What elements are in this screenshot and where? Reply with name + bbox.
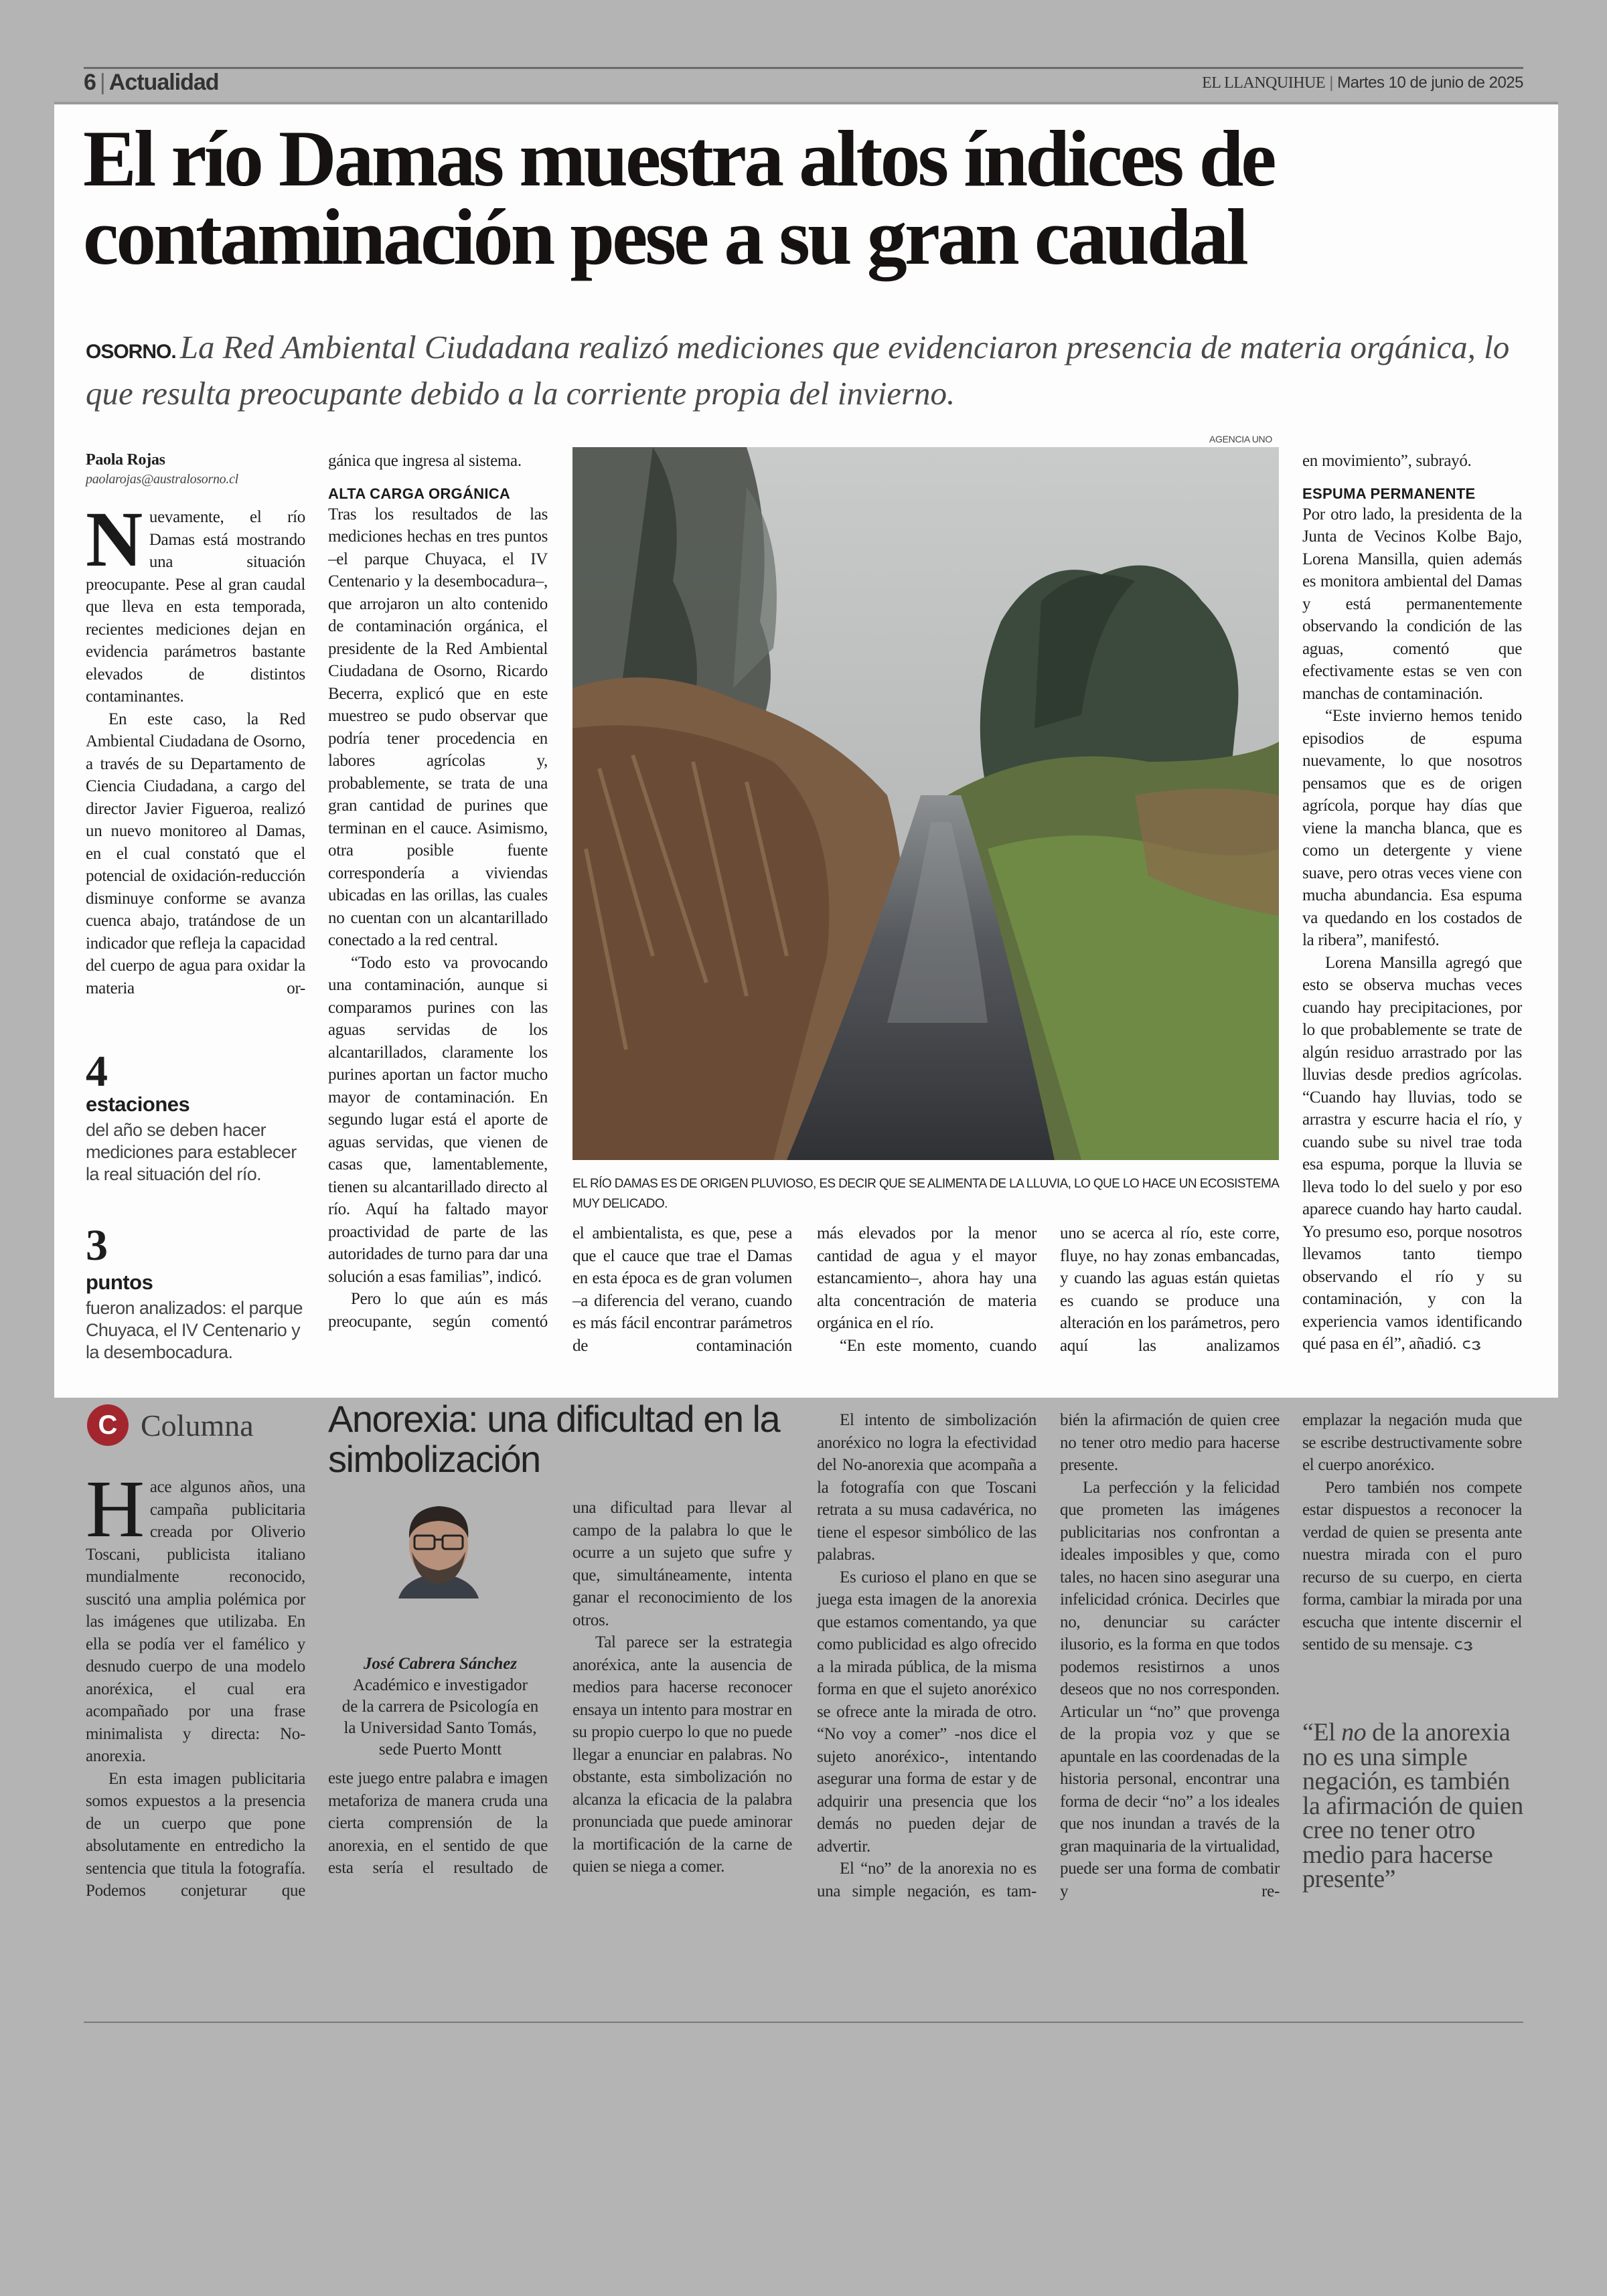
paragraph: El intento de simbolización anoréxico no logra la efectividad del No-anorexia que acompaña a la fotografía con que Toscani retrata a su musa cadavérica, no tiene el espesor simbólico de las palabras. [817, 1411, 1037, 1564]
paragraph: Pero lo que aún es más preocupante, según comentó [328, 1290, 548, 1331]
paragraph [86, 495, 305, 708]
end-mark-icon [1462, 1339, 1482, 1351]
river-photo [572, 447, 1279, 1160]
deck-place: OSORNO. [86, 341, 176, 363]
pull-quote-emphasis: no [1341, 1718, 1367, 1746]
headline-line-2: contaminación pese a su gran caudal [83, 192, 1246, 281]
paragraph: En este caso, la Red Ambiental Ciudadana de Osorno, a través de su Departamento de Ciencia Ciudadana, a cargo del director Javier Figueroa, realizó un nuevo monitoreo al Damas, en el cual constató que el potencial de oxidación-reducción disminuye conforme se avanza cuenca abajo, tratándose de un indicador que refleja la capacidad del cuerpo de agua para oxidar la materia or- [86, 710, 305, 997]
paragraph: El “no” de la anorexia no es una simple negación, es tam- [817, 1860, 1037, 1900]
paragraph-text: uevamente, el río Damas está mostrando una situación preocupante. Pese al gran caudal que lleva en esta temporada, recientes mediciones dejan en evidencia parámetros bastante elevados de distintos contaminantes. [86, 508, 305, 706]
paragraph-text: Lorena Mansilla agregó que esto se observa muchas veces cuando hay precipitaciones, por lo que probablemente se trate de algún residuo arrastrado por las lluvias desde predios agrícolas. “Cuando hay lluvias, todo se arrastra y escurre hacia el río, y cuando sube su nivel trae toda esa espuma, porque la lluvia se lleva todo lo del suelo y por eso aparece cuando hay harto caudal. Yo presumo eso, porque nosotros llevamos tanto tiempo observando el río y su contaminación, y con la experiencia vamos identificando qué pasa en él”, añadió. [1302, 953, 1522, 1353]
drop-cap: N [86, 495, 143, 583]
column-text-5 [1060, 1409, 1280, 1902]
author-role: sede Puerto Montt [378, 1740, 502, 1758]
paragraph: Tras los resultados de las mediciones hechas en tres puntos –el parque Chuyaca, el IV Centenario y la desembocadura–, que arrojaron un alto contenido de contaminación orgánica, el presidente de la Red Ambiental Ciudadana de Osorno, Ricardo Becerra, explicó que en este muestreo se pudo observar que podría tener procedencia en labores agrícolas y, probablemente, se trata de una gran cantidad de purines que terminan en el cauce. Asimismo, otra posible fuente correspondería a viviendas ubicadas en las orillas, las cuales no cuentan con un alcantarillado conectado a la red central. [328, 505, 548, 949]
paragraph [1302, 952, 1522, 1356]
paragraph: “Este invierno hemos tenido episodios de espuma nuevamente, lo que nosotros pensamos que es de origen agrícola, porque hay días que viene la mancha blanca, que es como un detergente y viene suave, pero otras veces viene con mucha abundancia. Esa espuma va quedando en los costados de la ribera”, manifestó. [1302, 707, 1522, 949]
column-text-6 [1302, 1409, 1522, 1656]
section-name: Actualidad [108, 70, 219, 95]
paragraph [1302, 1477, 1522, 1656]
header-rule [84, 67, 1523, 69]
paragraph-text: ace algunos años, una campaña publicitaria creada por Oliverio Toscani, publicista italiano mundialmente reconocido, suscitó una amplia polémica por las imágenes que utilizaba. En ella se podía ver el famélico y desnudo cuerpo de una modelo anoréxica, el cual era acompañado por una frase minimalista y directa: No-anorexia. [86, 1478, 305, 1765]
column-label-text: Columna [141, 1408, 254, 1443]
article-column-4 [817, 1222, 1037, 1357]
pull-quote-text: de la anorexia no es una simple negación, es también la afirmación de quien cree no tener otro medio para hacerse presente” [1302, 1718, 1523, 1893]
paragraph: Por otro lado, la presidenta de la Junta de Vecinos Kolbe Bajo, Lorena Mansilla, quien además es monitora ambiental del Damas y está permanentemente observando la condición de las aguas, comentó que efectivamente estas se ven con manchas de contaminación. [1302, 505, 1522, 703]
author-role: de la carrera de Psicología en [341, 1698, 539, 1716]
paragraph: Es curioso el plano en que se juega esta imagen de la anorexia que estamos comentando, ya que como publicidad es algo ofrecido a la mirada pública, de la misma forma en que el sujeto anoréxico se ofrece ante la mirada de otro. “No voy a comer” -nos dice el sujeto anoréxico-, intentando asegurar una forma de estar y de adquirir una presencia que los demás no pueden dejar de advertir. [817, 1568, 1037, 1856]
paragraph: una dificultad para llevar al campo de la palabra lo que le ocurre a un sujeto que sufre y que, simultáneamente, intenta ganar el reconocimiento de los otros. [572, 1499, 792, 1629]
article-column-6 [1302, 450, 1522, 1356]
footer-rule [84, 2022, 1523, 2023]
issue-date: Martes 10 de junio de 2025 [1337, 74, 1523, 92]
column-text-1 [86, 1464, 305, 1902]
photo-credit: AGENCIA UNO [1209, 434, 1272, 444]
column-section-label [87, 1404, 254, 1446]
author-name: Paola Rojas [86, 451, 165, 469]
column-author-name: José Cabrera Sánchez [363, 1655, 518, 1673]
newspaper-name: EL LLANQUIHUE [1202, 74, 1326, 92]
paragraph: emplazar la negación muda que se escribe destructivamente sobre el cuerpo anoréxico. [1302, 1411, 1522, 1474]
article-headline [83, 114, 1543, 281]
stat-desc-1: del año se deben hacer mediciones para establecer la real situación del río. [86, 1120, 297, 1184]
paragraph: en movimiento”, subrayó. [1302, 452, 1472, 470]
author-portrait [392, 1498, 485, 1598]
article-column-1 [86, 450, 305, 999]
article-deck [86, 327, 1545, 414]
paragraph: este juego entre palabra e imagen metaforiza de manera cruda una cierta comprensión de la anorexia, en el sentido de que esta sería el resultado de [328, 1769, 548, 1877]
paragraph: gánica que ingresa al sistema. [328, 452, 522, 470]
subheading: ESPUMA PERMANENTE [1302, 485, 1476, 502]
stat-label-2: puntos [86, 1270, 153, 1294]
end-mark-icon [1454, 1639, 1474, 1651]
author-caption [328, 1653, 552, 1760]
paragraph-text: Pero también nos compete estar dispuestos a reconocer la verdad de quien se presenta ante nuestra mirada con el puro recurso de su cuerpo, en cierta forma, cambiar la mirada por una escucha que intente discernir el sentido de su mensaje. [1302, 1478, 1522, 1653]
page-section-header: 6 | Actualidad [84, 70, 219, 95]
paragraph: bién la afirmación de quien cree no tener otro medio para hacerse presente. [1060, 1411, 1280, 1474]
column-title: Anorexia: una dificultad en la simbolización [328, 1398, 780, 1480]
stat-desc-2: fueron analizados: el parque Chuyaca, el IV Centenario y la desembocadura. [86, 1298, 303, 1362]
paragraph: más elevados por la menor cantidad de agua y el mayor estancamiento–, ahora hay una alta concentración de materia orgánica en el río. [817, 1224, 1037, 1332]
stat-number-1: 4 [86, 1047, 108, 1096]
drop-cap: H [86, 1464, 145, 1554]
paragraph: uno se acerca al río, este corre, fluye, no hay zonas embancadas, y cuando las aguas están quietas es cuando se produce una alteración en los parámetros, pero aquí las analizamos [1060, 1224, 1280, 1355]
article-column-2 [328, 450, 548, 1333]
column-text-4 [817, 1409, 1037, 1902]
paragraph: “En este momento, cuando [840, 1336, 1037, 1355]
column-text-3 [572, 1497, 792, 1878]
column-text-2 [328, 1767, 548, 1880]
article-column-5 [1060, 1222, 1280, 1357]
pull-quote [1302, 1720, 1527, 1892]
paragraph: el ambientalista, es que, pese a que el cauce que trae el Damas en esta época es de gran volumen –a diferencia del verano, cuando es más fácil encontrar parámetros de contaminación [572, 1224, 792, 1355]
headline-line-1: El río Damas muestra altos índices de [83, 114, 1274, 203]
paragraph: En esta imagen publicitaria somos expuestos a la presencia de un cuerpo que pone absolutamente en entredicho la sentencia que titula la fotografía. Podemos conjeturar que [86, 1769, 305, 1900]
column-badge-icon: C [87, 1404, 129, 1446]
photo-caption: EL RÍO DAMAS ES DE ORIGEN PLUVIOSO, ES DECIR QUE SE ALIMENTA DE LA LLUVIA, LO QUE LO HACE UN ECOSISTEMA MUY DELICADO. [572, 1177, 1279, 1211]
deck-text: La Red Ambiental Ciudadana realizó mediciones que evidenciaron presencia de materia orgánica, lo que resulta preocupante debido a la corriente propia del invierno. [86, 329, 1510, 412]
paragraph: “Todo esto va provocando una contaminación, aunque si comparamos purines con las aguas servidas de los alcantarillados, claramente los purines aportan un factor mucho mayor de contaminación. En segundo lugar está el aporte de aguas servidas, que vienen de casas que, lamentablemente, tienen su alcantarillado directo al río. Aquí ha faltado mayor proactividad de parte de las autoridades de turno para dar una solución a esas familias”, indicó. [328, 953, 548, 1286]
author-role: Académico e investigador [352, 1676, 528, 1694]
paragraph: La perfección y la felicidad que prometen las imágenes publicitarias nos confrontan a ideales imposibles y que, como tales, no hacen sino asegurar una infelicidad crónica. Decirles que no, denunciar su carácter ilusorio, es la forma en que todos podemos resistirnos a unos deseos que no nos corresponden. Articular un “no” que provenga de la propia voz y que se apuntale en las coordenadas de la historia personal, encontrar una forma de decir “no” a los ideales que nos inundan a través de la gran maquinaria de la virtualidad, puede ser una forma de combatir y re- [1060, 1478, 1280, 1900]
stat-label-1: estaciones [86, 1092, 190, 1116]
newspaper-dateline: EL LLANQUIHUE | Martes 10 de junio de 2025 [1202, 74, 1523, 92]
subheading: ALTA CARGA ORGÁNICA [328, 485, 511, 502]
author-role: la Universidad Santo Tomás, [343, 1719, 537, 1737]
paragraph: Tal parece ser la estrategia anoréxica, ante la ausencia de medios para hacerse reconocer ensaya un intento para mostrar en su propio cuerpo lo que no puede llegar a enunciar en palabras. No obstante, esta simbolización no alcanza la eficacia de la palabra pronunciada que puede aminorar la mortificación de la carne de quien se niega a comer. [572, 1633, 792, 1876]
article-column-3 [572, 1222, 792, 1357]
pull-quote-text: “El [1302, 1718, 1342, 1746]
stat-number-2: 3 [86, 1221, 108, 1270]
author-email[interactable]: paolarojas@australosorno.cl [86, 472, 238, 487]
paragraph [86, 1464, 305, 1768]
page-number: 6 [84, 70, 96, 95]
